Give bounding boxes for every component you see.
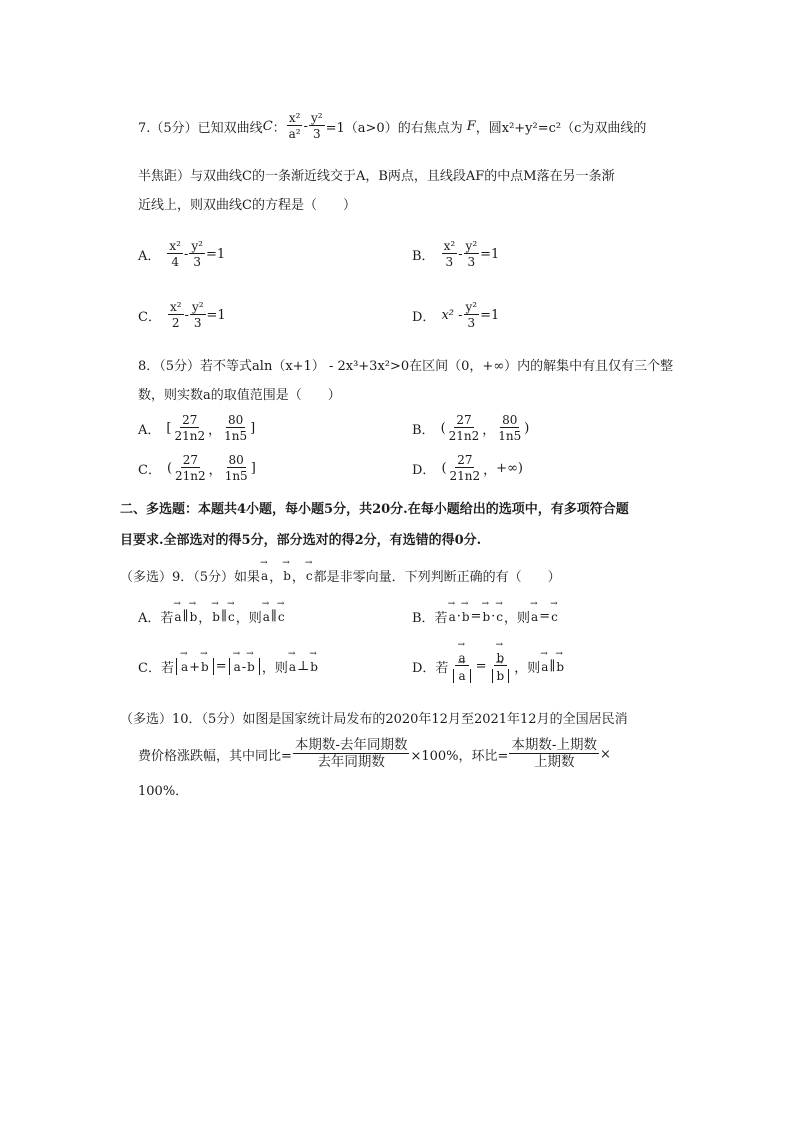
q10-yoy-fraction: $\frac{\text{本期数-去年同期数}}{\text{去年同期数}}$: [294, 736, 408, 770]
vector-b: → b: [283, 567, 291, 583]
q7-focus: F: [466, 118, 476, 134]
q8-option-c[interactable]: C． ( $\frac{27}{21n2}$ ， $\frac{80}{1n5}$ ]: [138, 453, 256, 483]
q7-circle: ，圆x²+y²=c²（c为双曲线的: [475, 120, 647, 136]
q8-option-d[interactable]: D． ( $\frac{27}{21n2}$ ， +∞): [412, 453, 523, 483]
vector-a: → a: [261, 567, 268, 583]
q10-mom-fraction: $\frac{\text{本期数-上期数}}{\text{上期数}}$: [511, 736, 597, 770]
q7-cond: =1（a>0）的右焦点为: [325, 120, 463, 136]
q7-line3: 近线上，则双曲线C的方程是（ ）: [138, 197, 356, 213]
q7-option-a[interactable]: A． $\frac{\text{x²}}{4}$ - $\frac{\text{y²}}{3}$ =1: [138, 239, 226, 269]
q7-frac-x: $\frac{\text{x²}}{\text{a²}}$: [288, 111, 301, 141]
q8-line2: 数，则实数a的取值范围是（ ）: [138, 387, 341, 403]
section2-line2: 目要求.全部选对的得5分，部分选对的得2分，有选错的得0分.: [120, 532, 482, 548]
q8-option-b[interactable]: B． ( $\frac{27}{21n2}$ ， $\frac{80}{1n5}$ ): [412, 413, 530, 443]
q7-line2: 半焦距）与双曲线C的一条渐近线交于A，B两点，且线段AF的中点M落在另一条渐: [138, 168, 615, 184]
vector-c: → c: [306, 567, 313, 583]
q9-option-b[interactable]: B．若 → a · → b = → b · → c ，则 → a = → c: [412, 596, 559, 636]
q9-option-a[interactable]: A．若 → a ∥ → b ， → b ∥ → c ，则 → a ∥ → c: [138, 596, 286, 636]
q7-frac-y: $\frac{\text{y²}}{3}$: [311, 111, 323, 141]
q9-stem: （多选）9．（5分）如果 → a ， → b ， → c 都是非零向量．下列判断正确的有（ ）: [120, 560, 561, 590]
q8-option-a[interactable]: A． [ $\frac{27}{21n2}$ ， $\frac{80}{1n5}$ ]: [138, 413, 256, 443]
q10-line1: （多选）10．（5分）如图是国家统计局发布的2020年12月至2021年12月的全国居民消: [120, 711, 628, 727]
q10-line3: 100%．: [138, 783, 189, 799]
q7-c-label: C: [262, 118, 273, 134]
q8-line1: 8．（5分）若不等式aln（x+1） - 2x³+3x²>0在区间（0，+∞）内的解集中有且仅有三个整: [138, 358, 674, 374]
q9-option-c[interactable]: C．若 → a+→ b = → a-→ b ，则 → a ⊥ → b: [138, 646, 319, 686]
q7-option-c[interactable]: C． $\frac{\text{x²}}{2}$ - $\frac{\text{y²}}{3}$ =1: [138, 300, 226, 330]
q9-option-d[interactable]: D．若 → a → a = → b → b ，则 → a ∥ → b: [412, 646, 565, 686]
q10-line2: 费价格涨跌幅，其中同比= $\frac{\text{本期数-去年同期数}}{\text{去年同期数}}$ ×100%，环比= $\frac{\text{本期数-上期数}}{\text{上期数}}$ ×: [138, 736, 611, 770]
q7-option-b[interactable]: B． $\frac{\text{x²}}{3}$ - $\frac{\text{y²}}{3}$ =1: [412, 239, 500, 269]
q7-option-d[interactable]: D． x² - $\frac{\text{y²}}{3}$ =1: [412, 300, 500, 330]
q7-line1: 7.（5分）已知双曲线 C ： $\frac{\text{x²}}{\text{a²}}$ - $\frac{\text{y²}}{3}$ =1（a>0）的右焦点为 F ，圆x²+y²=c²（c为双曲线的: [138, 111, 647, 141]
section2-line1: 二、多选题：本题共4小题，每小题5分，共20分.在每小题给出的选项中，有多项符合题: [120, 501, 629, 517]
q7-prefix: 7.（5分）已知双曲线: [138, 120, 263, 136]
